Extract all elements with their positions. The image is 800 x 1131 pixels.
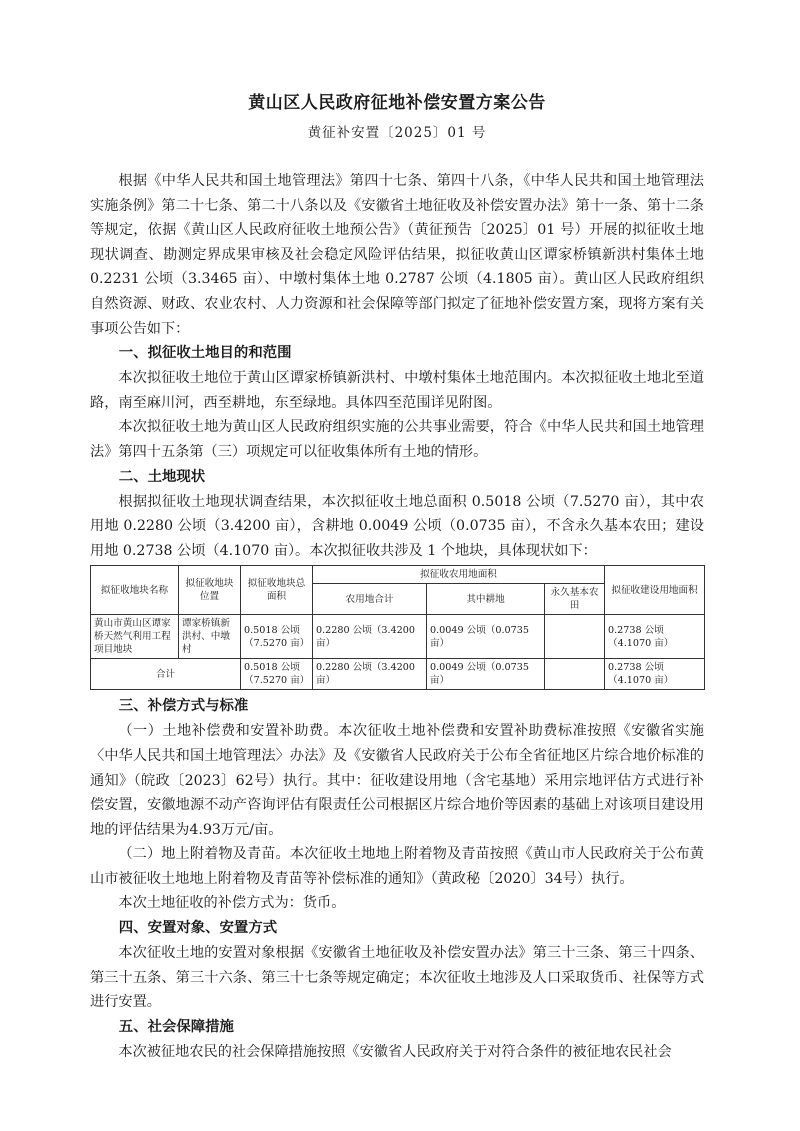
header-construction: 拟征收建设用地面积 (605, 566, 705, 615)
table-row (91, 615, 705, 659)
page-title: 黄山区人民政府征地补偿安置方案公告 (248, 93, 546, 113)
cell-plot-name: 黄山市黄山区谭家桥天然气利用工程项目地块 (91, 615, 179, 659)
table-total-row (91, 659, 705, 690)
section-1-heading: 一、拟征收土地目的和范围 (118, 345, 292, 362)
land-status-table (90, 565, 705, 690)
cell-permanent (545, 659, 605, 690)
section-2-paragraph-1: 根据拟征收土地现状调查结果，本次拟征收土地总面积 0.5018 公顷（7.5270 亩），其中农用地 0.2280 公顷（3.4200 亩），含耕地 0.0049 公顷（0.0735 亩），不含永久基本农田；建设用地 0.2738 公顷（4.1070 亩）。本次拟征收共涉及 1 个地块，具体现状如下： (90, 493, 704, 559)
cell-arable: 0.0049 公顷（0.0735 亩） (427, 659, 545, 690)
cell-total-area: 0.5018 公顷（7.5270 亩） (241, 615, 313, 659)
header-permanent: 永久基本农田 (545, 584, 605, 615)
section-3-heading: 三、补偿方式与标准 (118, 698, 249, 715)
section-2-heading: 二、土地现状 (118, 468, 206, 485)
section-4-paragraph-1: 本次征收土地的安置对象根据《安徽省土地征收及补偿安置办法》第三十三条、第三十四条、第三十五条、第三十六条、第三十七条等规定确定；本次征收土地涉及人口采取货币、社保等方式进行安置。 (90, 945, 704, 1011)
section-5-paragraph-1: 本次被征地农民的社会保障措施按照《安徽省人民政府关于对符合条件的被征地农民社会 (118, 1043, 672, 1060)
cell-total-label: 合计 (91, 659, 241, 690)
header-plot-name: 拟征收地块名称 (91, 566, 179, 615)
cell-location: 谭家桥镇新洪村、中墩村 (179, 615, 241, 659)
section-5-heading: 五、社会保障措施 (118, 1018, 234, 1035)
section-4-heading: 四、安置对象、安置方式 (118, 920, 278, 937)
section-3-paragraph-1: （一）土地补偿费和安置补助费。本次征收土地补偿费和安置补助费标准按照《安徽省实施〈中华人民共和国土地管理法〉办法》及《安徽省人民政府关于公布全省征地区片综合地价标准的通知》（皖政〔2023〕62号）执行。其中：征收建设用地（含宅基地）采用宗地评估方式进行补偿安置，安徽地源不动产咨询评估有限责任公司根据区片综合地价等因素的基础上对该项目建设用地的评估结果为4.93万元/亩。 (90, 723, 704, 838)
cell-permanent (545, 615, 605, 659)
intro-paragraph: 根据《中华人民共和国土地管理法》第四十七条、第四十八条，《中华人民共和国土地管理法实施条例》第二十七条、第二十八条以及《安徽省土地征收及补偿安置办法》第十一条、第十二条等规定，依据《黄山区人民政府征收土地预公告》（黄征预告〔2025〕01 号）开展的拟征收土地现状调查、勘测定界成果审核及社会稳定风险评估结果，拟征收黄山区谭家桥镇新洪村集体土地 0.2231 公顷（3.3465 亩）、中墩村集体土地 0.2787 公顷（4.1805 亩）。黄山区人民政府组织自然资源、财政、农业农村、人力资源和社会保障等部门拟定了征地补偿安置方案，现将方案有关事项公告如下： (90, 173, 704, 337)
cell-arable: 0.0049 公顷（0.0735 亩） (427, 615, 545, 659)
section-3-paragraph-3: 本次土地征收的补偿方式为：货币。 (118, 895, 346, 912)
cell-farmland-total: 0.2280 公顷（3.4200 亩） (313, 659, 427, 690)
header-farmland-group: 拟征收农用地面积 (313, 566, 605, 584)
cell-farmland-total: 0.2280 公顷（3.4200 亩） (313, 615, 427, 659)
cell-total-area: 0.5018 公顷（7.5270 亩） (241, 659, 313, 690)
header-farmland-total: 农用地合计 (313, 584, 427, 615)
section-1-paragraph-2: 本次拟征收土地为黄山区人民政府组织实施的公共事业需要，符合《中华人民共和国土地管理法》第四十五条第（三）项规定可以征收集体所有土地的情形。 (90, 419, 704, 460)
cell-construction: 0.2738 公顷（4.1070 亩） (605, 659, 705, 690)
header-total-area: 拟征收地块总面积 (241, 566, 313, 615)
header-arable: 其中耕地 (427, 584, 545, 615)
section-3-paragraph-2: （二）地上附着物及青苗。本次征收土地地上附着物及青苗按照《黄山市人民政府关于公布黄山市被征收土地地上附着物及青苗等补偿标准的通知》（黄政秘〔2020〕34号）执行。 (90, 846, 704, 887)
section-1-paragraph-1: 本次拟征收土地位于黄山区谭家桥镇新洪村、中墩村集体土地范围内。本次拟征收土地北至道路，南至麻川河，西至耕地，东至绿地。具体四至范围详见附图。 (90, 370, 704, 411)
cell-construction: 0.2738 公顷（4.1070 亩） (605, 615, 705, 659)
header-location: 拟征收地块位置 (179, 566, 241, 615)
document-number: 黄征补安置〔2025〕01 号 (307, 125, 487, 141)
